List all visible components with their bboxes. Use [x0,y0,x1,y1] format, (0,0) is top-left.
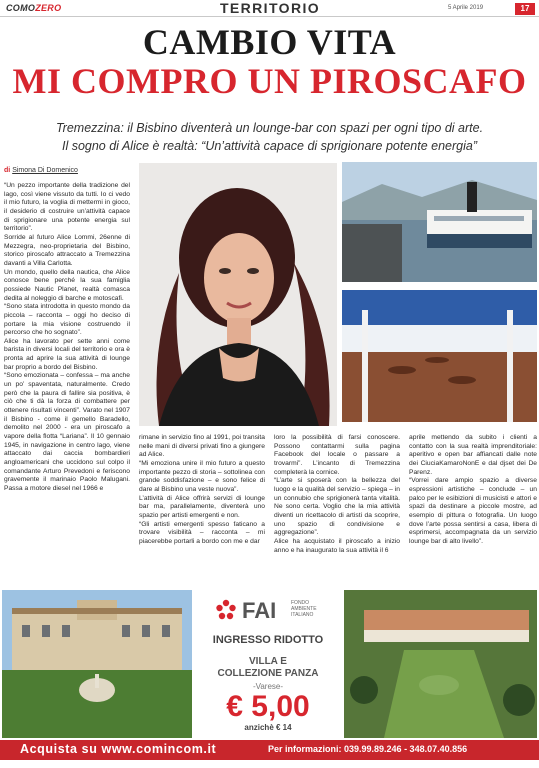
paragraph: Sorride al futuro Alice Lommi, 26enne di Mezzegra, neo-proprietaria del Bisbino, storico piroscafo attraccato a Tremezzina davanti a Villa Carlotta. [4,233,130,267]
article-column-4 [409,434,537,587]
ad-price: € 5,00 [226,690,310,723]
villa-facade-illustration [2,590,192,738]
interior-photo [342,290,537,422]
subheadline-line2: Il sogno di Alice è realtà: “Un’attività capace di sprigionare potente energia” [61,139,478,153]
fai-star-icon [214,598,238,622]
portrait-illustration [139,163,337,426]
top-bar [0,0,539,17]
ad-original-price: anzichè € 14 [244,723,292,732]
section-title: TERRITORIO [219,0,321,16]
subheadline [0,119,539,155]
villa-facade-photo [2,590,192,738]
paragraph: Alice ha acquistato il piroscafo a inizio anno e ha inaugurato la sua attività il 6 [274,537,400,554]
article-column-2 [139,434,265,587]
footer-contact: Per informazioni: 039.99.89.246 - 348.07.40.856 [268,744,468,754]
ferry-illustration [342,162,537,282]
headline-line2: MI COMPRO UN PIROSCAFO [12,61,527,101]
paragraph: loro la possibilità di farsi conoscere. Possono contattarmi sulla pagina Facebook del locale o passare a trovarmi”. L’incanto di Tremezzina completerà la cornice. [274,434,400,476]
fai-ad[interactable] [196,590,340,738]
subheadline-line1: Tremezzina: il Bisbino diventerà un lounge-bar con spazi per ogni tipo di arte. [55,121,484,135]
footer-website-link[interactable]: Acquista su www.comincom.it [20,742,217,756]
page-number: 17 [515,3,535,15]
ad-villa: VILLA E COLLEZIONE PANZA [217,656,319,679]
paragraph: “Sono emozionata – confessa – ma anche un po’ spaventata, naturalmente. Credo però che la paura di fallire sia positiva, è ciò che ti dà la forza di combattere per ottenere risultati vincenti”. Varato nel 1907 il Bisbino - come il gemello Baradello, demolito nel 2000 - era un piroscafo a vapore della flotta “Lariana”. Il 10 gennaio 1945, in navigazione in centro lago, viene attaccato dai caccia bombardieri angloamericani che uccidono sul colpo il comandante Arturo Prevedoni e feriscono gravemente il marinaio Paolo Malugani. Passa a motore diesel nel 1966 e [4,372,130,492]
paragraph: “L’arte si sposerà con la bellezza del luogo e la qualità del servizio – spiega – in un connubio che sprigionerà tanta vitalità. Ne sono certa. Voglio che la mia attività diventi un ricettacolo di artisti da scoprire, uno spazio di condivisione e aggregazione”. [274,477,400,537]
portrait-photo [139,163,337,426]
article-column-1 [4,182,130,587]
villa-aerial-illustration [344,590,537,738]
paragraph: L’attività di Alice offrirà servizi di lounge bar ma, parallelamente, diventerà uno spazio per artisti emergenti e non. [139,494,265,519]
paragraph: “Sono stata introdotta in questo mondo da piccola – racconta – oggi ho deciso di portare la mia visione costruendo il percorso che ho sognato”. [4,303,130,337]
article-column-3 [274,434,400,587]
paragraph: “Mi emoziona unire il mio futuro a questo importante pezzo di storia – sottolinea con grande soddisfazione – e sono felice di dare al Bisbino una veste nuova”. [139,459,265,493]
headline-line1: CAMBIO VITA [142,22,397,62]
paragraph: aprile mettendo da subito i clienti a contatto con la sua realtà imprenditoriale: aperitivo e open bar affiancati dalle note dei CiuciaKamaroNonE e dal djset dei De Parenz. [409,434,537,476]
paragraph: rimane in servizio fino al 1991, poi transita nelle mani di diversi privati fino a giungere ad Alice. [139,434,265,459]
footer-bar [0,740,539,760]
interior-illustration [342,290,537,422]
paragraph: “Gli artisti emergenti spesso faticano a trovare visibilità – racconta – mi piacerebbe portarli a bordo con me e dar [139,520,265,545]
fai-logo: FAI FONDO AMBIENTE ITALIANO [214,596,322,626]
paragraph: Un mondo, quello della nautica, che Alice conosce bene perché la sua famiglia possiede Nautic Planet, realtà comasca dedita al noleggio di barche e motoscafi. [4,268,130,302]
villa-aerial-photo [344,590,537,738]
brand-logo[interactable]: COMOZERO [6,3,62,13]
paragraph: Alice ha lavorato per sette anni come barista in diversi locali del territorio e ora è pronta ad aprire la sua attività di lounge bar proprio a bordo del Bisbino. [4,337,130,371]
ad-ingresso: INGRESSO RIDOTTO [212,634,324,646]
byline: di Simona Di Domenico [4,167,78,174]
paragraph: “Vorrei dare ampio spazio a diverse espressioni artistiche – conclude – un palco per le esibizioni di musicisti e attori e spazi da destinare a piccole mostre, ad esempio di pittura o fotografia. Un luogo dove l’arte possa sentirsi a casa, libera di esprimersi, accompagnata da un servizio lounge bar di alto livello”. [409,477,537,545]
issue-date: 5 Aprile 2019 [448,5,484,11]
ferry-photo [342,162,537,282]
ad-location: -Varese- [252,682,284,691]
paragraph: “Un pezzo importante della tradizione del lago, così viene vissuto da tutti. Io ci vedo il mio futuro, la voglia di mettermi in gioco, il desiderio di costruire un’attività capace di sprigionare una potente energia sul territorio”. [4,182,130,233]
